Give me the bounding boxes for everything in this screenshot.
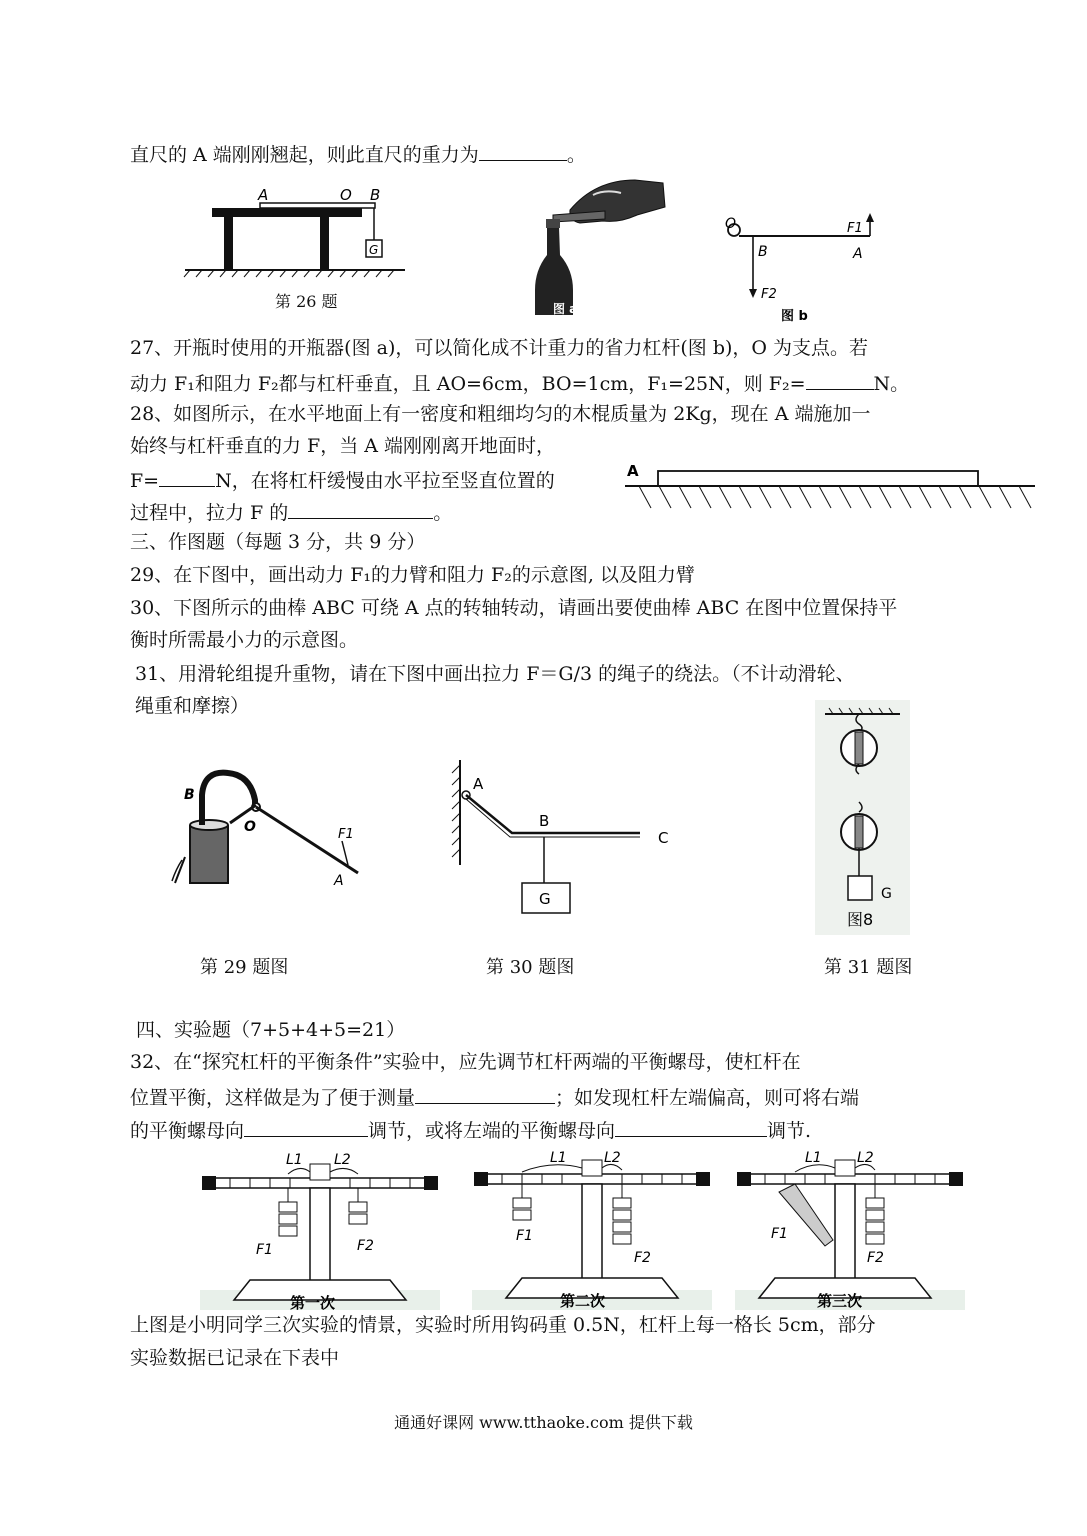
q31-line2: 绳重和摩擦） [135,695,250,717]
trial3-l1-label: L1 [805,1150,822,1166]
trial3-caption: 第三次 [817,1292,863,1310]
q26-label-o: O [340,186,352,204]
opener-label-f2: F2 [761,287,777,302]
trial2-l1-label: L1 [550,1150,567,1166]
q26-text: 直尺的 A 端刚刚翘起，则此直尺的重力为 。 [130,140,586,167]
q29-caption: 第 29 题图 [200,957,289,978]
q32-trial-2-figure [472,1150,712,1310]
q31-fig-caption: 图8 [847,910,874,929]
q29-label-o: O [244,819,256,835]
section3-heading: 三、作图题（每题 3 分，共 9 分） [130,531,426,553]
section4-heading: 四、实验题（7+5+4+5=21） [136,1019,406,1041]
q31-line1: 31、用滑轮组提升重物，请在下图中画出拉力 F＝G/3 的绳子的绕法。（不计动滑轮、 [135,663,855,685]
q29-label-a: A [334,873,344,889]
q30-label-c: C [658,829,669,847]
trial2-caption: 第二次 [560,1292,606,1310]
trial3-l2-label: L2 [857,1150,874,1166]
trial1-f2-label: F2 [357,1238,374,1254]
q29-label-b: B [184,787,195,803]
q30-line1: 30、下图所示的曲棒 ABC 可绕 A 点的转轴转动，请画出要使曲棒 ABC 在图中位置保持平 [130,597,898,619]
q26-caption: 第 26 题 [275,292,338,311]
page-footer: 通通好课网 www.tthaoke.com 提供下载 [394,1413,693,1432]
q29-figure [170,765,370,890]
opener-label-f1: F1 [847,221,863,236]
opener-caption-a: 图 a [553,302,578,316]
trial3-f1-label: F1 [771,1226,788,1242]
trial1-caption: 第一次 [290,1294,336,1312]
q28-answer-blank-f[interactable] [159,466,215,487]
q30-label-b: B [539,812,550,830]
q28-answer-blank-change[interactable] [288,498,433,519]
q27-line1: 27、开瓶时使用的开瓶器(图 a)，可以简化成不计重力的省力杠杆(图 b)，O 为支点。若 [130,337,869,359]
q28-line2: 始终与杠杆垂直的力 F，当 A 端刚刚离开地面时， [130,435,556,457]
q32-after1: 上图是小明同学三次实验的情景，实验时所用钩码重 0.5N，杠杆上每一格长 5cm，部分 [130,1314,876,1336]
q30-label-g: G [539,890,551,908]
q26-label-b: B [370,186,381,204]
q28-line3: F= N，在将杠杆缓慢由水平拉至竖直位置的 [130,466,555,493]
q32-trial-3-figure [735,1150,965,1310]
q29-text: 29、在下图中，画出动力 F₁的力臂和阻力 F₂的示意图, 以及阻力臂 [130,564,695,586]
q32-trial-1-figure [200,1150,440,1310]
q32-after2: 实验数据已记录在下表中 [130,1347,340,1369]
opener-label-b: B [758,244,768,260]
q32-answer-blank-right[interactable] [244,1116,368,1137]
opener-label-o: O [725,216,737,232]
q32-line3: 的平衡螺母向 调节，或将左端的平衡螺母向 调节. [130,1116,811,1143]
q26-figure [180,185,410,280]
trial2-f1-label: F1 [516,1228,533,1244]
q27-line2: 动力 F₁和阻力 F₂都与杠杆垂直，且 AO=6cm，BO=1cm，F₁=25N，则 F₂= N。 [130,369,909,396]
q28-label-a: A [627,462,639,480]
q31-caption: 第 31 题图 [824,957,913,978]
q28-line4: 过程中，拉力 F 的 。 [130,498,452,525]
q30-line2: 衡时所需最小力的示意图。 [130,629,359,651]
q26-label-a: A [258,186,269,204]
q32-line2: 位置平衡，这样做是为了便于测量 ；如发现杠杆左端偏高，则可将右端 [130,1083,859,1110]
trial1-f1-label: F1 [256,1242,273,1258]
q26-label-g: G [369,243,379,257]
q31-label-g: G [881,886,892,902]
q28-line1: 28、如图所示，在水平地面上有一密度和粗细均匀的木棍质量为 2Kg，现在 A 端施加一 [130,403,871,425]
q28-figure [625,458,1035,514]
trial3-f2-label: F2 [867,1250,884,1266]
q32-answer-blank-left[interactable] [615,1116,767,1137]
q32-answer-blank-measure[interactable] [415,1083,555,1104]
trial1-l2-label: L2 [334,1152,351,1168]
q31-figure [815,700,910,935]
trial1-l1-label: L1 [286,1152,303,1168]
trial2-f2-label: F2 [634,1250,651,1266]
trial2-l2-label: L2 [604,1150,621,1166]
opener-label-a: A [853,246,863,262]
q27-answer-blank[interactable] [806,369,874,390]
q30-caption: 第 30 题图 [486,957,575,978]
q26-answer-blank[interactable] [479,140,567,161]
opener-figure-a [525,175,670,325]
opener-figure-b [725,210,875,325]
q29-label-f1: F1 [338,827,354,842]
q30-label-a: A [473,775,484,793]
q32-line1: 32、在“探究杠杆的平衡条件”实验中，应先调节杠杆两端的平衡螺母，使杠杆在 [130,1051,801,1073]
opener-caption-b: 图 b [781,309,808,324]
q30-figure [440,755,680,920]
